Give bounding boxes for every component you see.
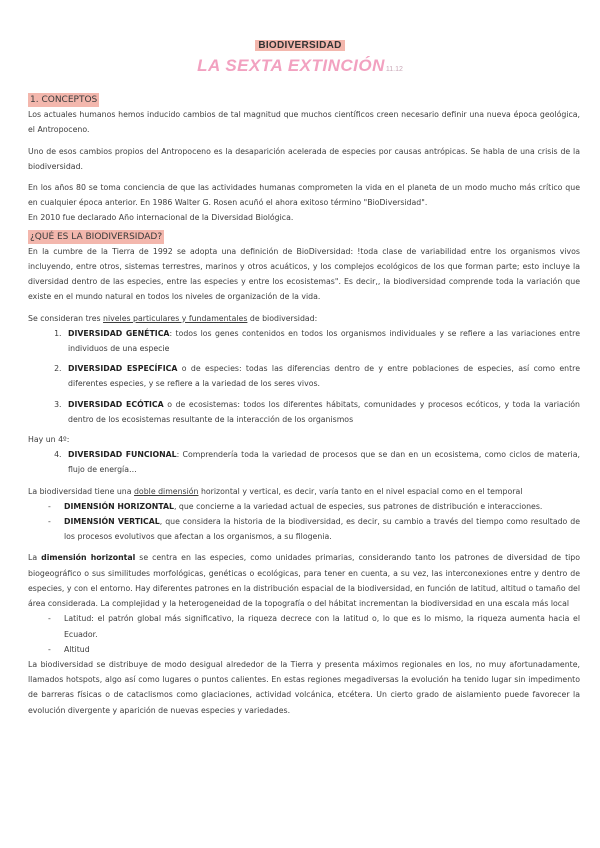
dimension-term: DIMENSIÓN VERTICAL — [64, 517, 160, 527]
title-suffix: 11.12 — [385, 66, 403, 73]
paragraph: La biodiversidad se distribuye de modo desigual alrededor de la Tierra y presenta máximos regionales en los, no muy afortunadamente, llamados hotspots, algo así como lugares o puntos calientes. En estas regiones megadiversas la evolución ha tenido lugar sin impedimento de barreras físicas o de cataclismos como glaciaciones, actividad volcánica, etcétera. Un cierto grado de aislamiento puede favorecer la evolución divergente y aparición de nuevas especies y variedades. — [28, 659, 580, 715]
horizontal-term: dimensión horizontal — [41, 553, 136, 563]
dimension-intro — [28, 484, 580, 499]
list-item: - Latitud: el patrón global más significativo, la riqueza decrece con la latitud o, lo que es lo mismo, la riqueza aumenta hacia el Ecuador. — [64, 611, 580, 641]
dimension-text: , que considera la historia de la biodiversidad, es decir, su cambio a través del tiempo como resultado de los procesos evolutivos que afectan a los organismos, a su filogenia. — [64, 517, 580, 542]
paragraph: En 2010 fue declarado Año internacional de la Diversidad Biológica. — [28, 213, 294, 223]
levels-intro-text-end: de biodiversidad: — [247, 313, 318, 323]
level-term: DIVERSIDAD GENÉTICA — [68, 328, 170, 338]
page-title — [0, 56, 600, 76]
list-item — [64, 499, 580, 514]
section-heading-conceptos: 1. CONCEPTOS — [30, 95, 98, 105]
list-item — [64, 447, 580, 477]
paragraph: Uno de esos cambios propios del Antropoceno es la desaparición acelerada de especies por causas antrópicas. Se habla de una crisis de la biodiversidad. — [28, 146, 580, 171]
level-text: o de ecosistemas: todos los diferentes hábitats, comunidades y procesos ecóticos, y toda la variación dentro de los ecosistemas resultante de la interacción de los organismos — [68, 399, 580, 424]
topic-highlight: BIODIVERSIDAD — [255, 40, 344, 51]
level-text: : todos los genes contenidos en todos los organismos individuales y se refiere a las variaciones entre individuos de una especie — [68, 328, 580, 354]
paragraph: Los actuales humanos hemos inducido cambios de tal magnitud que muchos científicos creen necesario definir una nueva época geológica, el Antropoceno. — [28, 110, 580, 135]
level-term: DIVERSIDAD ECÓTICA — [68, 399, 164, 409]
list-item — [64, 361, 580, 391]
dimension-text: , que concierne a la variedad actual de especies, sus patrones de distribución e interacciones. — [173, 501, 543, 511]
levels-list — [28, 326, 580, 427]
level-term: DIVERSIDAD FUNCIONAL — [68, 450, 177, 460]
horizontal-text-end: se centra en las especies, como unidades primarias, considerando tanto los patrones de diversidad de tipo biogeográfico o sus similitudes morfológicas, genéticas o ecológicas, para tener en cuenta, a su vez, las interconexiones entre y dentro de especies, y con el entorno. Hay diferentes patrones en la distribución espacial de la biodiversidad, en función de latitud, altitud o tamaño del área considerada. La complejidad y la heterogeneidad de la topografía o del hábitat incrementan la biodiversidad en una escala más local — [28, 553, 581, 609]
levels-intro-text: Se consideran tres — [28, 313, 104, 323]
section-heading-que-es: ¿QUÉ ES LA BIODIVERSIDAD? — [30, 231, 163, 242]
list-item — [64, 514, 580, 544]
fourth-list — [28, 447, 580, 477]
horizontal-text: La — [28, 553, 42, 563]
paragraph: En la cumbre de la Tierra de 1992 se adopta una definición de BioDiversidad: !toda clase de variabilidad entre los organismos vivos incluyendo, entre otros, sistemas terrestres, marinos y otros acuáticos, y los complejos ecológicos de los que forman parte; esto incluye la diversidad dentro de las especies, entre las especies y entre los ecosistemas". Es decir,, la biodiversidad comprende toda la variación que existe en el mundo natural en todos los niveles de organización de la vida. — [28, 246, 580, 302]
horizontal-paragraph — [28, 550, 580, 611]
page-title-text: LA SEXTA EXTINCIÓN — [197, 56, 385, 75]
level-term: DIVERSIDAD ESPECÍFICA — [68, 364, 178, 374]
levels-intro — [28, 311, 580, 326]
list-item — [64, 397, 580, 427]
dimension-intro-underlined: doble dimensión — [133, 486, 199, 496]
fourth-intro: Hay un 4º: — [28, 435, 70, 445]
topic-label — [0, 40, 600, 51]
level-text: : Comprendería toda la variedad de procesos que se dan en un ecosistema, como ciclos de materia, flujo de energía… — [68, 450, 580, 475]
levels-intro-underlined: niveles particulares y fundamentales — [103, 313, 248, 323]
paragraph: En los años 80 se toma conciencia de que las actividades humanas comprometen la vida en el planeta de un modo mucho más crítico que en cualquier época anterior. En 1986 Walter G. Rosen acuñó el ahora exitoso término "BioDiversidad". — [28, 183, 580, 208]
document-body — [28, 92, 580, 718]
list-item: - Altitud — [64, 642, 580, 657]
level-text: o de especies: todas las diferencias dentro de y entre poblaciones de especies, así como entre diferentes especies, y se refiere a la variedad de los seres vivos. — [68, 364, 580, 389]
dimension-term: DIMENSIÓN HORIZONTAL — [64, 501, 174, 511]
factors-list — [28, 611, 580, 657]
list-item — [64, 326, 580, 356]
dimensions-list — [28, 499, 580, 545]
dimension-intro-text-end: horizontal y vertical, es decir, varía tanto en el nivel espacial como en el temporal — [198, 486, 523, 496]
dimension-intro-text: La biodiversidad tiene una — [28, 486, 134, 496]
